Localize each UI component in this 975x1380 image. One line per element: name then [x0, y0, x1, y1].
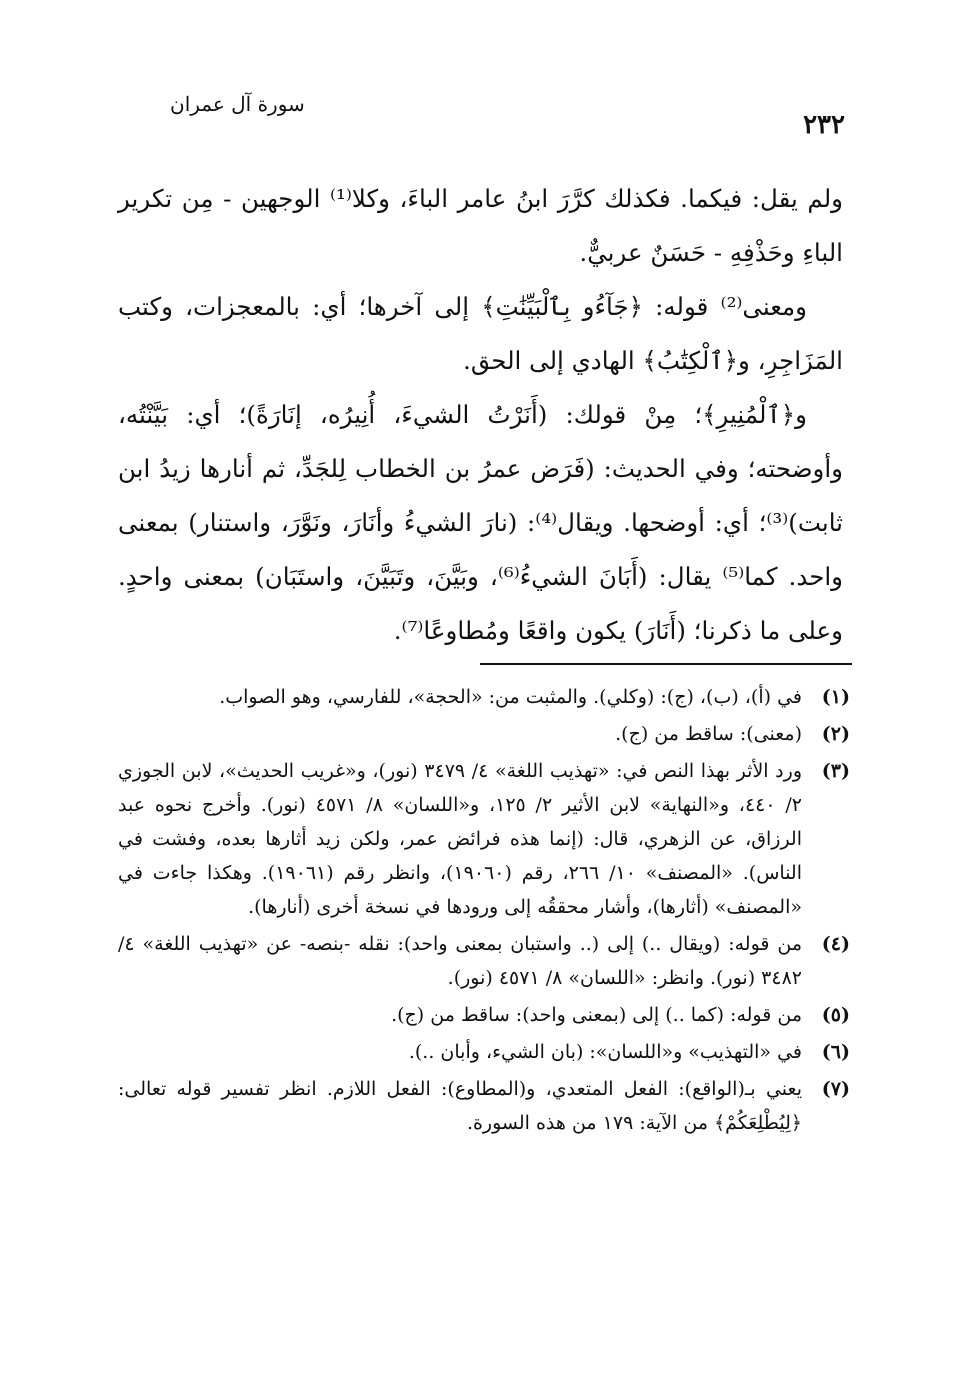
paragraph: و﴿ٱلْمُنِيرِ﴾؛ مِنْ قولك: (أَنَرْتُ الشيءَ، أُنِيرُه، إنَارَةً)؛ أي: بَيَّنْتُه، وأوضحته؛ وفي الحديث: (فَرَض عمرُ بن الخطاب لِلجَدِّ، ثم أنارها زيدُ ابن ثابت)⁽³⁾؛ أي: أوضحها. ويقال⁽⁴⁾: (نارَ الشيءُ وأنَارَ، ونَوَّرَ، واستنار) بمعنى واحد. كما⁽⁵⁾ يقال: (أَبَانَ الشيءُ⁽⁶⁾، وبَيَّنَ، وتَبَيَّنَ، واستَبَان) بمعنى واحدٍ. وعلى ما ذكرنا؛ (أَنَارَ) يكون واقعًا ومُطاوعًا⁽⁷⁾. [118, 400, 843, 645]
footnote-text: يعني بـ(الواقع): الفعل المتعدي، و(المطاوع): الفعل اللازم. انظر تفسير قوله تعالى: ﴿لِيُطْلِعَكُمْ﴾ من الآية: ١٧٩ من هذه السورة. [118, 1078, 802, 1134]
footnote [118, 1035, 850, 1069]
footnote-text: من قوله: (ويقال ..) إلى (.. واستبان بمعنى واحد): نقله -بنصه- عن «تهذيب اللغة» ٤/ ٣٤٨٢ (نور). وانظر: «اللسان» ٨/ ٤٥٧١ (نور). [118, 933, 802, 989]
paragraph: ولم يقل: فيكما. فكذلك كرَّرَ ابنُ عامر الباءَ، وكلا⁽¹⁾ الوجهين - مِن تكرير الباءِ وحَذْفِهِ - حَسَنٌ عربيٌّ. [118, 184, 843, 267]
footnote [118, 927, 850, 995]
footnotes [118, 680, 850, 1143]
footnote-text: في «التهذيب» و«اللسان»: (بان الشيء، وأبان ..). [408, 1041, 802, 1063]
main-text [118, 172, 843, 658]
page-number: ٢٣٢ [803, 110, 845, 140]
footnote-number: (٢) [821, 723, 850, 745]
footnote-text: في (أ)، (ب)، (ج): (وكلي). والمثبت من: «الحجة»، للفارسي، وهو الصواب. [219, 686, 802, 708]
footnote [118, 754, 850, 924]
footnote [118, 680, 850, 714]
footnote [118, 998, 850, 1032]
footnote-number: (١) [821, 686, 850, 708]
footnote-number: (٤) [821, 933, 850, 955]
footnote-number: (٦) [821, 1041, 850, 1063]
footnote-text: ورد الأثر بهذا النص في: «تهذيب اللغة» ٤/ ٣٤٧٩ (نور)، و«غريب الحديث»، لابن الجوزي ٢/ ٤٤٠، و«النهاية» لابن الأثير ٢/ ١٢٥، و«اللسان» ٨/ ٤٥٧١ (نور). وأخرج نحوه عبد الرزاق، عن الزهري، قال: (إنما هذه فرائض عمر، ولكن زيد أثارها بعده، وفشت في الناس). «المصنف» ١٠/ ٢٦٦، رقم (١٩٠٦٠)، وانظر رقم (١٩٠٦١). وهكذا جاءت في «المصنف» (أثارها)، وأشار محققُه إلى ورودها في نسخة أخرى (أنارها). [118, 760, 803, 918]
paragraph: ومعنى⁽²⁾ قوله: ﴿جَآءُو بِٱلْبَيِّنَٰتِ﴾ إلى آخرها؛ أي: بالمعجزات، وكتب المَزَاجِرِ، و﴿ٱلْكِتَٰبُ﴾ الهادي إلى الحق. [118, 292, 843, 375]
footnote [118, 1072, 850, 1140]
footnote-text: (معنى): ساقط من (ج). [615, 723, 802, 745]
footnote-number: (٧) [821, 1078, 850, 1100]
footnote-number: (٥) [821, 1004, 850, 1026]
footnote-separator [480, 663, 852, 665]
running-title: سورة آل عمران [170, 92, 305, 116]
footnote [118, 717, 850, 751]
footnote-number: (٣) [821, 760, 850, 782]
footnote-text: من قوله: (كما ..) إلى (بمعنى واحد): ساقط من (ج). [391, 1004, 802, 1026]
